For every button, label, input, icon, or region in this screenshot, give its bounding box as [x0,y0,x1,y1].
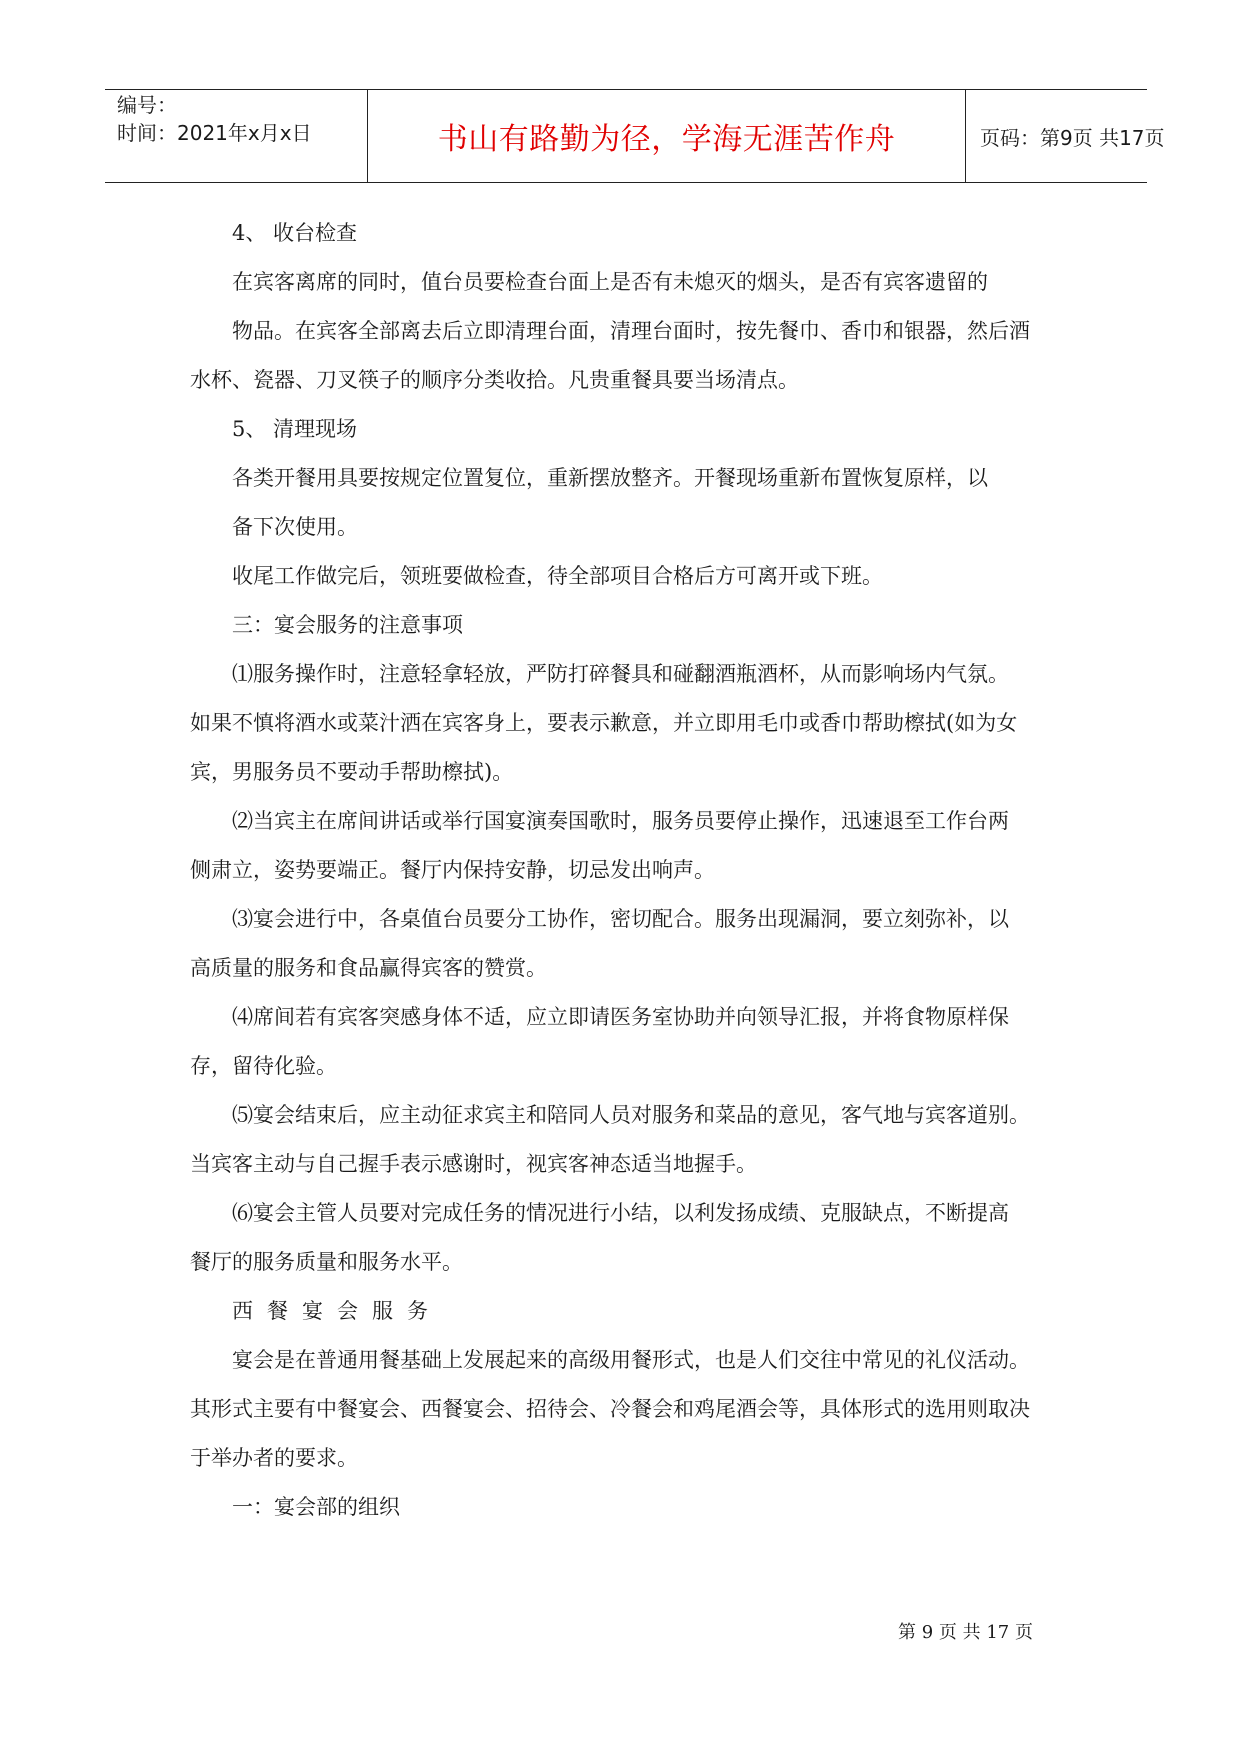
paragraph-line: 餐厅的服务质量和服务水平。 [190,1250,463,1274]
section-heading: 一：宴会部的组织 [232,1495,400,1519]
paragraph-line: ⑴服务操作时，注意轻拿轻放，严防打碎餐具和碰翻酒瓶酒杯，从而影响场内气氛。 [232,662,1009,686]
paragraph-line: 各类开餐用具要按规定位置复位，重新摆放整齐。开餐现场重新布置恢复原样，以 [232,466,988,490]
paragraph-line: 如果不慎将酒水或菜汁洒在宾客身上，要表示歉意，并立即用毛巾或香巾帮助檫拭(如为女 [190,711,1018,735]
paragraph-line: ⑶宴会进行中，各桌值台员要分工协作，密切配合。服务出现漏洞，要立刻弥补，以 [232,907,1009,931]
paragraph-line: ⑹宴会主管人员要对完成任务的情况进行小结，以利发扬成绩、克服缺点，不断提高 [232,1201,1009,1225]
motto-text: 书山有路勤为径，学海无涯苦作舟 [437,122,896,157]
header-info-cell [105,90,368,182]
page-footer: 第 9 页 共 17 页 [898,1622,1033,1643]
document-time-label: 时间：2021年x月x日 [117,121,312,145]
paragraph-line: 宾，男服务员不要动手帮助檫拭)。 [190,760,514,784]
paragraph-line: 存，留待化验。 [190,1054,337,1078]
paragraph-line: 于举办者的要求。 [190,1446,358,1470]
page-code: 页码：第9页 共17页 [980,125,1165,150]
paragraph-line: ⑸宴会结束后，应主动征求宾主和陪同人员对服务和菜品的意见，客气地与宾客道别。 [232,1103,1030,1127]
paragraph-line: 高质量的服务和食品赢得宾客的赞赏。 [190,956,547,980]
paragraph-line: ⑵当宾主在席间讲话或举行国宴演奏国歌时，服务员要停止操作，迅速退至工作台两 [232,809,1009,833]
section-heading: 4、 收台检查 [232,221,358,245]
section-heading: 西餐宴会服务 [232,1299,442,1323]
paragraph-line: 其形式主要有中餐宴会、西餐宴会、招待会、冷餐会和鸡尾酒会等，具体形式的选用则取决 [190,1397,1030,1421]
paragraph-line: 侧肃立，姿势要端正。餐厅内保持安静，切忌发出响声。 [190,858,715,882]
page-header [105,89,1165,183]
document-number-label: 编号： [117,93,177,117]
header-motto-cell [368,90,966,182]
paragraph-line: 在宾客离席的同时，值台员要检查台面上是否有未熄灭的烟头，是否有宾客遗留的 [232,270,988,294]
paragraph-line: 宴会是在普通用餐基础上发展起来的高级用餐形式，也是人们交往中常见的礼仪活动。 [232,1348,1030,1372]
paragraph-line: 当宾客主动与自己握手表示感谢时，视宾客神态适当地握手。 [190,1152,757,1176]
section-heading: 5、 清理现场 [232,417,358,441]
paragraph-line: 物品。在宾客全部离去后立即清理台面，清理台面时，按先餐巾、香巾和银器，然后酒 [232,319,1030,343]
paragraph-line: 备下次使用。 [232,515,358,539]
section-heading: 三：宴会服务的注意事项 [232,613,463,637]
header-page-cell [966,90,1165,182]
paragraph-line: ⑷席间若有宾客突感身体不适，应立即请医务室协助并向领导汇报，并将食物原样保 [232,1005,1009,1029]
paragraph-line: 收尾工作做完后，领班要做检查，待全部项目合格后方可离开或下班。 [232,564,883,588]
paragraph-line: 水杯、瓷器、刀叉筷子的顺序分类收拾。凡贵重餐具要当场清点。 [190,368,799,392]
